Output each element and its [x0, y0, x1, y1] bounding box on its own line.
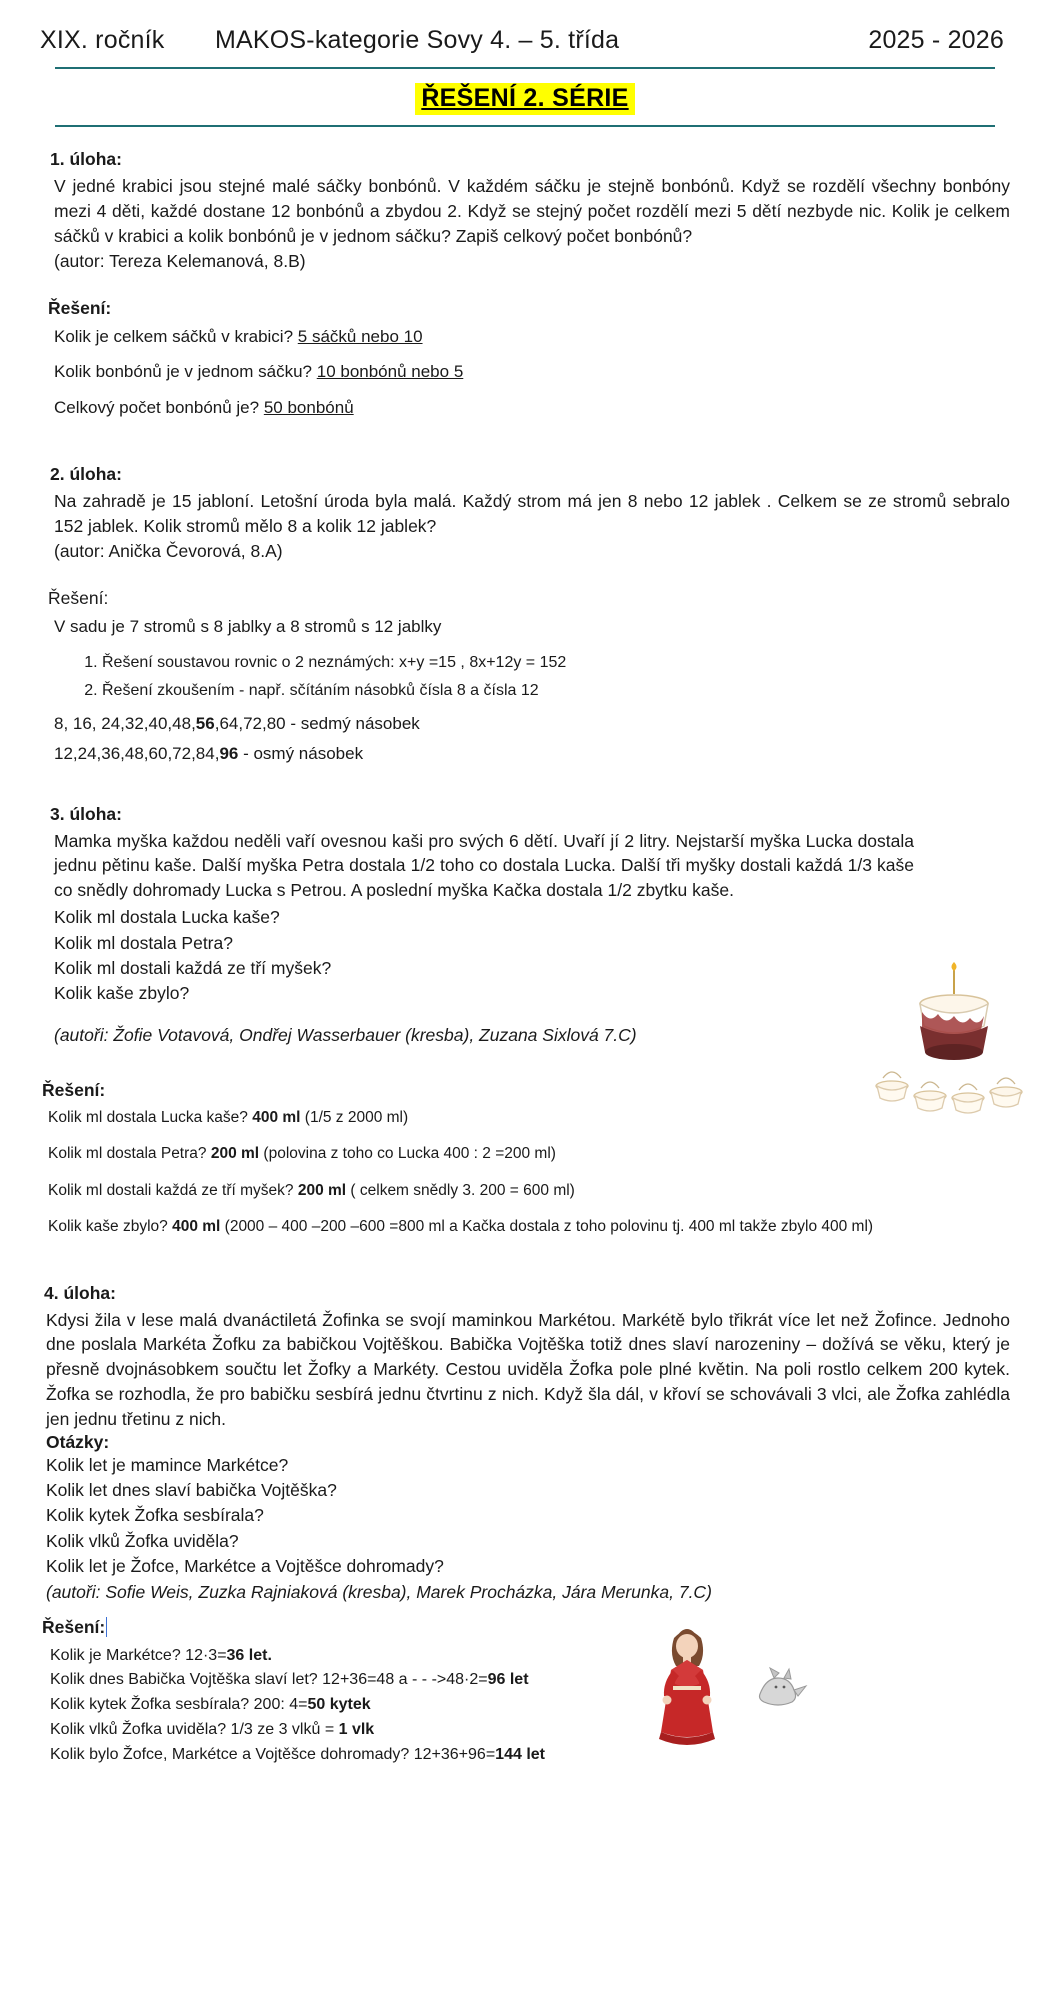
task-3-text: Mamka myška každou neděli vaří ovesnou kaši pro svých 6 dětí. Uvaří jí 2 litry. Nejstarší myška Lucka dostala jednu pětinu kaše. Další myška Petra dostala 1/2 toho co dostala Lucka. Další tři myšky dostali každá 1/3 kaše co snědly dohromady Lucka s Petrou. A poslední myška Kačka dostala 1/2 zbytku kaše. [54, 830, 914, 901]
task-3-author: (autoři: Žofie Votavová, Ondřej Wasserbauer (kresba), Zuzana Sixlová 7.C) [54, 1024, 637, 1045]
task-4-question: Kolik vlků Žofka uviděla? [46, 1530, 239, 1551]
task-4-v3: 50 kytek [307, 1696, 371, 1714]
document-content [0, 149, 1050, 1798]
task-2-seq1-pre: 8, 16, 24,32,40,48, [54, 713, 196, 733]
document-header [0, 0, 1050, 55]
task-4-v2: 96 let [487, 1671, 529, 1689]
task-1-title: 1. úloha: [50, 149, 122, 169]
task-2-author: (autor: Anička Čevorová, 8.A) [54, 540, 283, 561]
task-3-answer-row [48, 1216, 928, 1238]
task-4-text: Kdysi žila v lese malá dvanáctiletá Žofinka se svojí maminkou Markétou. Markétě bylo třikrát více let než Žofince. Jednoho dne poslala Markéta Žofku za babičkou Vojtěškou. Babička Vojtěška totiž dnes slaví narozeniny – dožívá se věku, který je přesně dvojnásobkem součtu let Žofky a Markéty. Cestou uviděla Žofka pole plné květin. Na poli rostlo celkem 200 kytek. Žofka se rozhodla, že pro babičku sesbírá jednu čtvrtinu z nich. Když šla dál, v křoví se schovávali 3 vlci, ale Žofka zahlédla jen jednu třetinu z nich. [46, 1309, 1010, 1429]
task-3-v1: 400 ml [252, 1108, 301, 1126]
task-3-v3: 200 ml [297, 1181, 347, 1199]
task-4-q4: Kolik vlků Žofka uviděla? [50, 1720, 227, 1738]
task-3-answer-row [48, 1143, 1010, 1165]
task-1-answer-row [54, 396, 1010, 420]
task-4-answer-row [50, 1743, 1010, 1768]
task-4-solution-label [42, 1617, 1010, 1638]
task-1-q3: Celkový počet bonbónů je? [54, 398, 260, 418]
task-3-v4: 400 ml [172, 1218, 221, 1236]
task-4-author: (autoři: Sofie Weis, Zuzka Rajniaková (kresba), Marek Procházka, Jára Merunka, 7.C) [46, 1581, 712, 1602]
task-3-solution-label: Řešení: [42, 1079, 106, 1100]
task-4-q5: Kolik bylo Žofce, Markétce a Vojtěšce dohromady? [50, 1745, 410, 1763]
task-1 [40, 149, 1010, 420]
task-2-title: 2. úloha: [50, 463, 122, 484]
page-title-text: ŘEŠENÍ 2. SÉRIE [415, 83, 634, 115]
task-2-step-text: Řešení zkoušením - např. sčítáním násobků čísla 8 a čísla 12 [102, 682, 539, 699]
task-4-v5: 144 let [495, 1745, 545, 1763]
task-4-solution-label-text: Řešení: [42, 1616, 106, 1637]
task-4-questions [46, 1453, 1010, 1580]
task-1-a3: 50 bonbónů [263, 398, 354, 418]
task-4-v4: 1 vlk [338, 1720, 375, 1738]
task-2-step [102, 678, 1010, 704]
task-3-note1: (1/5 z 2000 ml) [304, 1108, 409, 1126]
task-4-q3: Kolik kytek Žofka sesbírala? [50, 1696, 250, 1714]
task-4-calc4: 1/3 ze 3 vlků = [226, 1720, 339, 1738]
task-2-answer: V sadu je 7 stromů s 8 jablky a 8 stromů s 12 jablky [54, 616, 442, 636]
task-4-answer-row [50, 1693, 1010, 1718]
task-2-seq1-bold: 56 [195, 713, 215, 733]
task-3-q3: Kolik ml dostali každá ze tří myšek? [48, 1181, 294, 1199]
task-4-question: Kolik let je Žofce, Markétce a Vojtěšce dohromady? [46, 1556, 444, 1577]
task-4-question: Kolik let dnes slaví babička Vojtěška? [46, 1480, 337, 1501]
task-4 [40, 1283, 1010, 1768]
task-3-note3: ( celkem snědly 3. 200 = 600 ml) [350, 1181, 575, 1199]
task-3-question: Kolik ml dostali každá ze tří myšek? [54, 957, 332, 978]
task-3-answer-row [48, 1180, 1010, 1202]
task-4-v1: 36 let. [226, 1646, 272, 1664]
header-volume: XIX. ročník [40, 26, 165, 54]
task-1-author: (autor: Tereza Kelemanová, 8.B) [54, 250, 306, 271]
task-1-q1: Kolik je celkem sáčků v krabici? [54, 326, 294, 346]
task-4-calc3: 200: 4= [249, 1696, 308, 1714]
task-2-seq2-post: - osmý násobek [238, 743, 364, 763]
task-4-answer-row [50, 1718, 1010, 1743]
task-2-step-text: Řešení soustavou rovnic o 2 neznámých: x+y =15 , 8x+12y = 152 [102, 654, 567, 672]
task-1-q2: Kolik bonbónů je v jednom sáčku? [54, 362, 312, 382]
task-4-calc5: 12+36+96= [409, 1745, 496, 1763]
task-4-answers [50, 1644, 1010, 1768]
task-3-question: Kolik ml dostala Petra? [54, 932, 233, 953]
task-2-text: Na zahradě je 15 jabloní. Letošní úroda byla malá. Každý strom má jen 8 nebo 12 jablek . Celkem se ze stromů sebralo 152 jablek. Kolik stromů mělo 8 a kolik 12 jablek? [54, 490, 1010, 536]
task-2-steps [40, 650, 1010, 703]
task-4-calc2: 12+36=48 a - - ->48·2= [317, 1671, 488, 1689]
task-3-answer-row [48, 1107, 1010, 1129]
task-4-answer-row [50, 1668, 1010, 1693]
header-divider-top [55, 67, 995, 69]
task-3 [40, 804, 1010, 1239]
task-2-seq1-post: ,64,72,80 - sedmý násobek [214, 713, 420, 733]
task-3-title: 3. úloha: [50, 803, 122, 824]
task-2-seq2-pre: 12,24,36,48,60,72,84, [54, 743, 220, 763]
task-4-questions-label: Otázky: [46, 1431, 110, 1452]
task-4-answer-row [50, 1644, 1010, 1669]
task-3-questions [54, 905, 1010, 1007]
task-1-answer-row [54, 325, 1010, 349]
task-2-step [102, 650, 1010, 676]
task-3-q4: Kolik kaše zbylo? [48, 1218, 168, 1236]
task-2-solution-label: Řešení: [48, 587, 109, 608]
task-4-question: Kolik kytek Žofka sesbírala? [46, 1505, 264, 1526]
task-3-note4: (2000 – 400 –200 –600 =800 ml a Kačka dostala z toho polovinu tj. 400 ml takže zbylo 400 ml) [224, 1218, 874, 1236]
header-divider-bottom [55, 125, 995, 127]
task-3-q2: Kolik ml dostala Petra? [48, 1145, 207, 1163]
task-2 [40, 464, 1010, 764]
task-2-sequence-1 [54, 714, 1010, 734]
task-4-calc1: 12·3= [180, 1646, 227, 1664]
task-1-text: V jedné krabici jsou stejné malé sáčky bonbónů. V každém sáčku je stejně bonbónů. Když se rozdělí všechny bonbóny mezi 4 děti, každé dostane 12 bonbónů a zbydou 2. Když se stejný počet rozdělí mezi 5 dětí nezbyde nic. Kolik je celkem sáčků v krabici a kolik bonbónů je v jednom sáčku? Zapiš celkový počet bonbónů? [54, 176, 1010, 246]
task-4-q2: Kolik dnes Babička Vojtěška slaví let? [50, 1671, 318, 1689]
task-1-solution-label: Řešení: [48, 297, 112, 318]
task-3-v2: 200 ml [210, 1145, 260, 1163]
header-school-year: 2025 - 2026 [868, 26, 1004, 54]
task-3-q1: Kolik ml dostala Lucka kaše? [48, 1108, 248, 1126]
task-3-question: Kolik kaše zbylo? [54, 983, 190, 1004]
task-4-title: 4. úloha: [44, 1282, 116, 1303]
task-3-question: Kolik ml dostala Lucka kaše? [54, 907, 280, 928]
page-title [0, 83, 1050, 115]
task-4-question: Kolik let je mamince Markétce? [46, 1454, 289, 1475]
task-1-answer-row [54, 360, 1010, 384]
task-4-q1: Kolik je Markétce? [50, 1646, 181, 1664]
task-1-a1: 5 sáčků nebo 10 [297, 326, 423, 346]
task-2-sequence-2 [54, 744, 1010, 764]
header-category: MAKOS-kategorie Sovy 4. – 5. třída [215, 26, 620, 54]
task-3-note2: (polovina z toho co Lucka 400 : 2 =200 ml) [263, 1145, 556, 1163]
task-1-a2: 10 bonbónů nebo 5 [316, 362, 464, 382]
task-2-seq2-bold: 96 [219, 743, 239, 763]
